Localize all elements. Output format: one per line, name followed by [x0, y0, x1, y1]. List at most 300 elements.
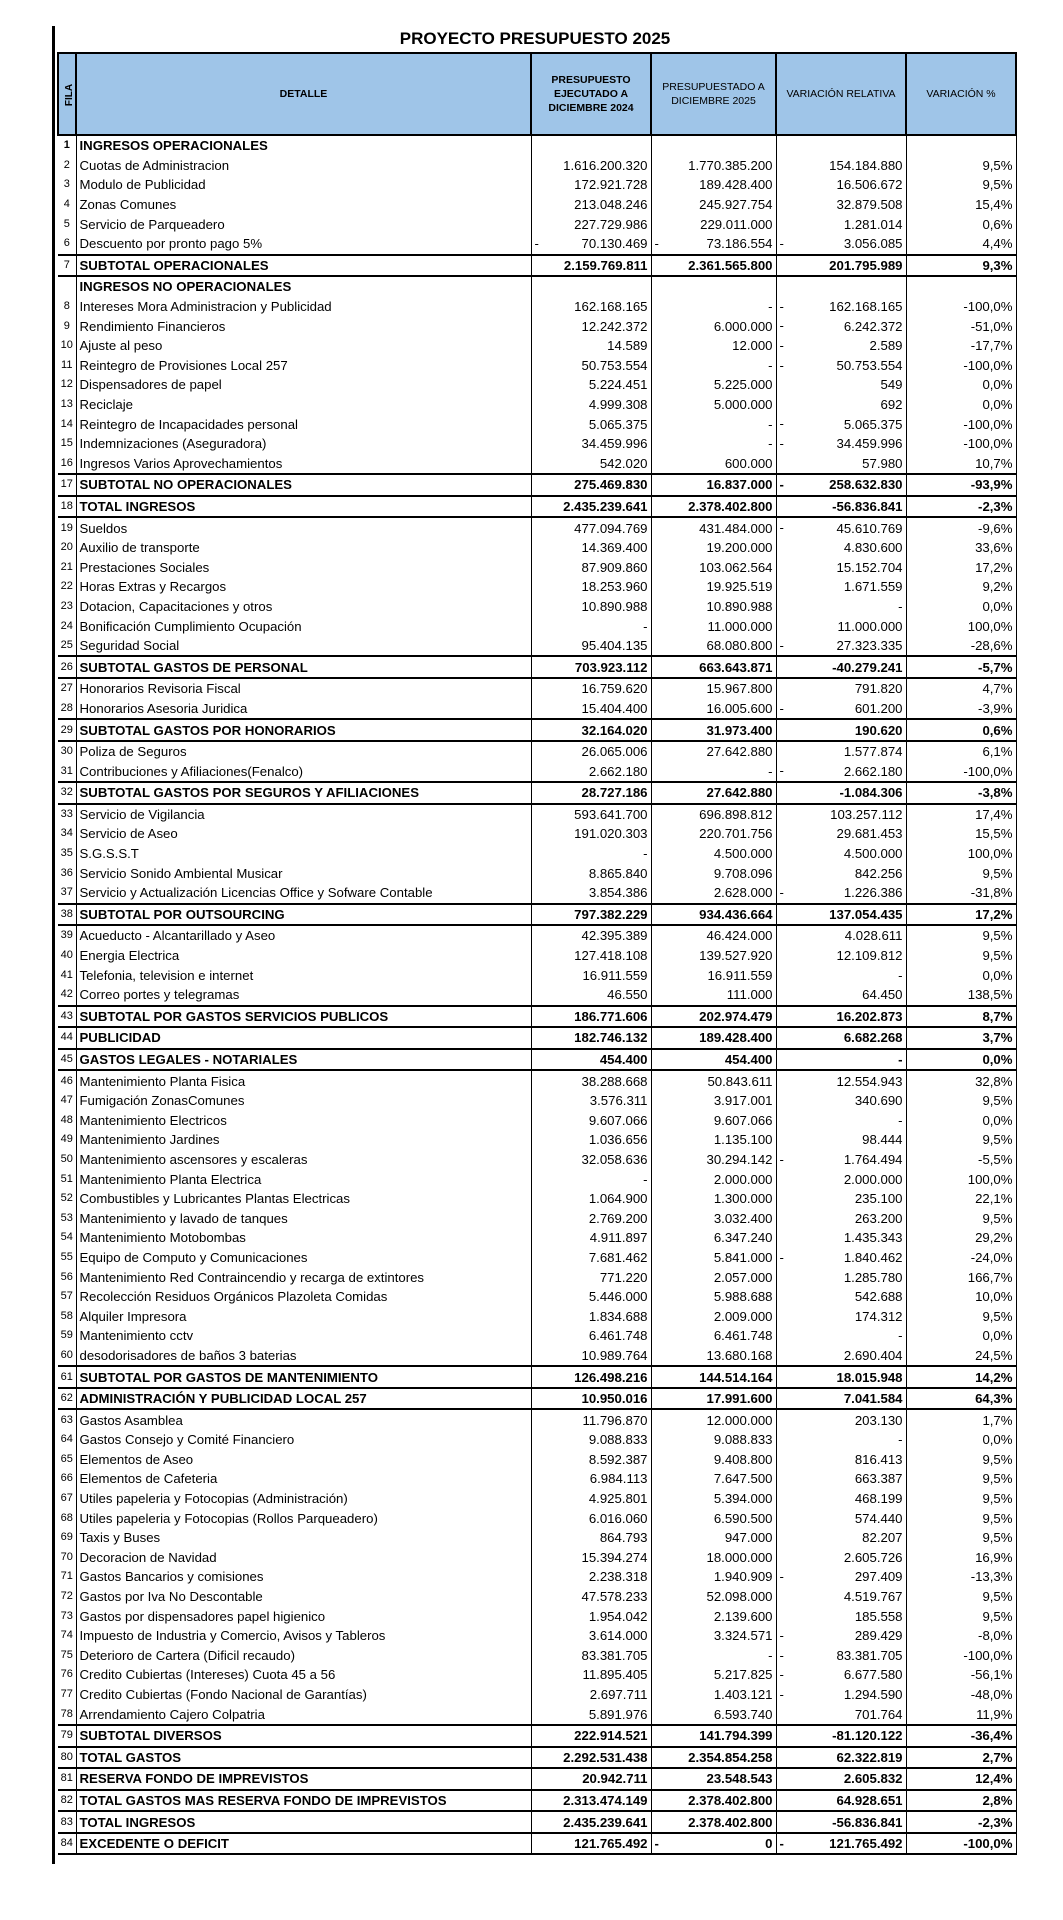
row-variacion-pct [906, 276, 1016, 297]
row-variacion-relativa: 4.519.767 [776, 1587, 906, 1607]
row-detail: Alquiler Impresora [76, 1306, 531, 1326]
row-presupuestado: 30.294.142 [651, 1150, 776, 1170]
row-presupuestado: 139.527.920 [651, 946, 776, 966]
row-ejecutado: 38.288.668 [531, 1070, 651, 1091]
row-ejecutado: 10.989.764 [531, 1346, 651, 1367]
row-presupuestado: 1.770.385.200 [651, 156, 776, 176]
row-number: 22 [58, 577, 76, 597]
table-row [58, 1409, 1016, 1430]
row-variacion-pct: -100,0% [906, 414, 1016, 434]
row-detail: TOTAL GASTOS MAS RESERVA FONDO DE IMPREVISTOS [76, 1790, 531, 1812]
negative-marker: - [779, 1249, 784, 1265]
row-variacion-pct: 9,2% [906, 577, 1016, 597]
row-detail: Seguridad Social [76, 636, 531, 657]
row-number: 33 [58, 804, 76, 825]
row-presupuestado [651, 276, 776, 297]
row-number: 2 [58, 156, 76, 176]
row-detail: Indemnizaciones (Aseguradora) [76, 434, 531, 454]
row-ejecutado: 126.498.216 [531, 1366, 651, 1388]
row-ejecutado: 26.065.006 [531, 741, 651, 762]
row-variacion-pct: 0,0% [906, 395, 1016, 415]
row-presupuestado: 220.701.756 [651, 824, 776, 844]
row-detail: Intereses Mora Administracion y Publicidad [76, 297, 531, 317]
row-variacion-pct: 0,0% [906, 1049, 1016, 1071]
row-variacion-pct: 9,5% [906, 1528, 1016, 1548]
row-number: 72 [58, 1587, 76, 1607]
row-presupuestado: 5.217.825 [651, 1665, 776, 1685]
row-detail: Prestaciones Sociales [76, 557, 531, 577]
row-presupuestado: 50.843.611 [651, 1070, 776, 1091]
row-presupuestado: 3.324.571 [651, 1626, 776, 1646]
row-variacion-pct: 12,4% [906, 1768, 1016, 1790]
row-variacion-pct: 4,7% [906, 678, 1016, 699]
row-number: 67 [58, 1489, 76, 1509]
row-variacion-relativa [776, 699, 906, 720]
row-presupuestado: 111.000 [651, 985, 776, 1006]
row-variacion-pct: -48,0% [906, 1685, 1016, 1705]
row-presupuestado: 6.593.740 [651, 1704, 776, 1725]
row-number: 78 [58, 1704, 76, 1725]
row-presupuestado: 11.000.000 [651, 616, 776, 636]
row-variacion-pct [906, 135, 1016, 156]
row-variacion-relativa: 4.500.000 [776, 844, 906, 864]
row-detail: Impuesto de Industria y Comercio, Avisos y Tableros [76, 1626, 531, 1646]
row-variacion-relativa [776, 883, 906, 904]
row-ejecutado: 83.381.705 [531, 1646, 651, 1666]
row-presupuestado: 10.890.988 [651, 597, 776, 617]
table-row [58, 1833, 1016, 1855]
row-detail: Elementos de Cafeteria [76, 1469, 531, 1489]
row-presupuestado: 454.400 [651, 1049, 776, 1071]
row-number: 77 [58, 1685, 76, 1705]
row-ejecutado: 1.616.200.320 [531, 156, 651, 176]
row-number: 61 [58, 1366, 76, 1388]
row-ejecutado: 11.895.405 [531, 1665, 651, 1685]
row-ejecutado: 1.954.042 [531, 1606, 651, 1626]
row-ejecutado: 6.984.113 [531, 1469, 651, 1489]
row-ejecutado: 162.168.165 [531, 297, 651, 317]
left-border [52, 26, 55, 1864]
table-row [58, 1027, 1016, 1049]
row-presupuestado: 13.680.168 [651, 1346, 776, 1367]
row-detail: ADMINISTRACIÓN Y PUBLICIDAD LOCAL 257 [76, 1388, 531, 1410]
row-detail: Gastos Consejo y Comité Financiero [76, 1430, 531, 1450]
row-variacion-pct: 64,3% [906, 1388, 1016, 1410]
row-variacion-pct: -100,0% [906, 434, 1016, 454]
row-detail: Modulo de Publicidad [76, 175, 531, 195]
negative-marker: - [779, 1627, 784, 1643]
row-presupuestado: 15.967.800 [651, 678, 776, 699]
row-variacion-relativa: 32.879.508 [776, 195, 906, 215]
budget-table [57, 52, 1017, 1855]
table-row [58, 985, 1016, 1006]
row-ejecutado: 16.911.559 [531, 965, 651, 985]
cell-value: 73.186.554 [706, 236, 773, 252]
row-detail: SUBTOTAL GASTOS DE PERSONAL [76, 656, 531, 678]
row-variacion-relativa [776, 316, 906, 336]
row-variacion-relativa: 16.202.873 [776, 1006, 906, 1028]
table-row [58, 1768, 1016, 1790]
row-presupuestado: 2.628.000 [651, 883, 776, 904]
row-detail: Servicio de Vigilancia [76, 804, 531, 825]
row-number: 13 [58, 395, 76, 415]
row-presupuestado: 2.000.000 [651, 1169, 776, 1189]
row-ejecutado: 47.578.233 [531, 1587, 651, 1607]
cell-value: 27.323.335 [836, 638, 903, 654]
row-number: 8 [58, 297, 76, 317]
row-number: 3 [58, 175, 76, 195]
row-number: 34 [58, 824, 76, 844]
row-variacion-pct: 14,2% [906, 1366, 1016, 1388]
row-variacion-relativa: 12.554.943 [776, 1070, 906, 1091]
row-detail: SUBTOTAL OPERACIONALES [76, 255, 531, 277]
row-variacion-relativa: 549 [776, 375, 906, 395]
row-variacion-relativa: 1.577.874 [776, 741, 906, 762]
negative-marker: - [534, 235, 539, 251]
row-presupuestado: 18.000.000 [651, 1548, 776, 1568]
row-variacion-relativa: 62.322.819 [776, 1747, 906, 1769]
row-ejecutado: 2.159.769.811 [531, 255, 651, 277]
row-variacion-relativa: 16.506.672 [776, 175, 906, 195]
cell-value: 162.168.165 [829, 299, 903, 315]
row-number: 70 [58, 1548, 76, 1568]
row-variacion-pct: 3,7% [906, 1027, 1016, 1049]
row-presupuestado: - [651, 356, 776, 376]
row-variacion-relativa: 201.795.989 [776, 255, 906, 277]
row-detail: SUBTOTAL GASTOS POR HONORARIOS [76, 719, 531, 741]
row-number: 15 [58, 434, 76, 454]
row-variacion-relativa: 57.980 [776, 454, 906, 475]
row-detail: S.G.S.S.T [76, 844, 531, 864]
row-detail: Combustibles y Lubricantes Plantas Electricas [76, 1189, 531, 1209]
row-number: 10 [58, 336, 76, 356]
row-variacion-relativa: - [776, 597, 906, 617]
cell-value: 34.459.996 [836, 436, 903, 452]
row-variacion-pct: 11,9% [906, 1704, 1016, 1725]
row-variacion-relativa: 15.152.704 [776, 557, 906, 577]
row-number: 84 [58, 1833, 76, 1855]
table-row [58, 1685, 1016, 1705]
row-presupuestado: 947.000 [651, 1528, 776, 1548]
row-variacion-pct: 9,5% [906, 1130, 1016, 1150]
row-ejecutado: 4.925.801 [531, 1489, 651, 1509]
row-detail: TOTAL GASTOS [76, 1747, 531, 1769]
row-presupuestado: 6.461.748 [651, 1326, 776, 1346]
row-detail: EXCEDENTE O DEFICIT [76, 1833, 531, 1855]
row-detail: Mantenimiento Planta Fisica [76, 1070, 531, 1091]
row-number: 71 [58, 1567, 76, 1587]
row-variacion-pct: 9,5% [906, 1450, 1016, 1470]
row-variacion-relativa [776, 1626, 906, 1646]
negative-marker: - [779, 1835, 784, 1851]
row-variacion-relativa: 203.130 [776, 1409, 906, 1430]
row-variacion-relativa: 2.690.404 [776, 1346, 906, 1367]
row-variacion-pct: 9,5% [906, 1587, 1016, 1607]
row-ejecutado: 1.036.656 [531, 1130, 651, 1150]
row-detail: Fumigación ZonasComunes [76, 1091, 531, 1111]
row-number: 45 [58, 1049, 76, 1071]
row-variacion-relativa: 174.312 [776, 1306, 906, 1326]
row-variacion-relativa: 542.688 [776, 1287, 906, 1307]
row-ejecutado: 95.404.135 [531, 636, 651, 657]
row-number: 62 [58, 1388, 76, 1410]
row-variacion-relativa: 103.257.112 [776, 804, 906, 825]
row-presupuestado: 189.428.400 [651, 175, 776, 195]
row-variacion-relativa [776, 1567, 906, 1587]
row-detail: Correo portes y telegramas [76, 985, 531, 1006]
row-detail: TOTAL INGRESOS [76, 1811, 531, 1833]
row-variacion-relativa [776, 356, 906, 376]
row-ejecutado: 4.911.897 [531, 1228, 651, 1248]
row-ejecutado: 5.891.976 [531, 1704, 651, 1725]
row-presupuestado [651, 135, 776, 156]
row-variacion-relativa [776, 761, 906, 782]
row-ejecutado: 864.793 [531, 1528, 651, 1548]
table-row [58, 454, 1016, 475]
row-presupuestado: 19.200.000 [651, 538, 776, 558]
table-row [58, 1287, 1016, 1307]
row-presupuestado: - [651, 434, 776, 454]
row-detail: Servicio de Parqueadero [76, 214, 531, 234]
row-ejecutado: 87.909.860 [531, 557, 651, 577]
row-presupuestado: 144.514.164 [651, 1366, 776, 1388]
table-row [58, 1430, 1016, 1450]
row-variacion-relativa: - [776, 965, 906, 985]
row-number: 41 [58, 965, 76, 985]
row-variacion-pct: 15,4% [906, 195, 1016, 215]
row-presupuestado [651, 1833, 776, 1855]
row-ejecutado: 1.064.900 [531, 1189, 651, 1209]
row-detail: Mantenimiento cctv [76, 1326, 531, 1346]
row-variacion-pct: -3,9% [906, 699, 1016, 720]
row-detail: SUBTOTAL DIVERSOS [76, 1725, 531, 1747]
row-ejecutado: 127.418.108 [531, 946, 651, 966]
row-number: 30 [58, 741, 76, 762]
row-detail: Deterioro de Cartera (Dificil recaudo) [76, 1646, 531, 1666]
row-variacion-relativa: 4.830.600 [776, 538, 906, 558]
table-row [58, 1346, 1016, 1367]
row-variacion-pct: 166,7% [906, 1267, 1016, 1287]
table-row [58, 336, 1016, 356]
table-row [58, 195, 1016, 215]
row-variacion-relativa: - [776, 1111, 906, 1131]
table-row [58, 844, 1016, 864]
row-number: 73 [58, 1606, 76, 1626]
row-presupuestado: 245.927.754 [651, 195, 776, 215]
row-ejecutado: 32.164.020 [531, 719, 651, 741]
row-variacion-pct: -5,5% [906, 1150, 1016, 1170]
row-presupuestado: 103.062.564 [651, 557, 776, 577]
row-ejecutado: 9.088.833 [531, 1430, 651, 1450]
row-presupuestado [651, 234, 776, 255]
row-variacion-pct: -56,1% [906, 1665, 1016, 1685]
table-row [58, 719, 1016, 741]
table-row [58, 496, 1016, 518]
row-detail: Auxilio de transporte [76, 538, 531, 558]
row-variacion-pct: -100,0% [906, 1646, 1016, 1666]
row-detail: Credito Cubiertas (Intereses) Cuota 45 a 56 [76, 1665, 531, 1685]
row-number: 66 [58, 1469, 76, 1489]
row-variacion-relativa: -56.836.841 [776, 496, 906, 518]
negative-marker: - [779, 337, 784, 353]
row-number: 74 [58, 1626, 76, 1646]
row-variacion-pct: 9,5% [906, 1091, 1016, 1111]
table-row [58, 1606, 1016, 1626]
row-variacion-relativa [776, 636, 906, 657]
row-number: 40 [58, 946, 76, 966]
cell-value: 50.753.554 [836, 357, 903, 373]
row-number: 80 [58, 1747, 76, 1769]
row-number: 64 [58, 1430, 76, 1450]
row-variacion-relativa: 12.109.812 [776, 946, 906, 966]
row-variacion-relativa [776, 276, 906, 297]
row-variacion-pct: 9,5% [906, 175, 1016, 195]
table-row [58, 656, 1016, 678]
row-number: 27 [58, 678, 76, 699]
row-variacion-pct: 9,5% [906, 1489, 1016, 1509]
row-presupuestado: 12.000.000 [651, 1409, 776, 1430]
table-row [58, 434, 1016, 454]
row-number: 7 [58, 255, 76, 277]
table-row [58, 1267, 1016, 1287]
row-variacion-relativa: 816.413 [776, 1450, 906, 1470]
table-row [58, 1790, 1016, 1812]
row-number: 36 [58, 863, 76, 883]
table-row [58, 1130, 1016, 1150]
row-detail: SUBTOTAL POR GASTOS DE MANTENIMIENTO [76, 1366, 531, 1388]
row-detail: Utiles papeleria y Fotocopias (Administración) [76, 1489, 531, 1509]
row-presupuestado: 9.088.833 [651, 1430, 776, 1450]
row-detail: Gastos Bancarios y comisiones [76, 1567, 531, 1587]
row-ejecutado: 542.020 [531, 454, 651, 475]
row-variacion-pct: 9,5% [906, 1508, 1016, 1528]
cell-value: 5.065.375 [843, 416, 903, 432]
row-detail: Honorarios Asesoria Juridica [76, 699, 531, 720]
row-variacion-relativa [776, 336, 906, 356]
row-ejecutado: 6.461.748 [531, 1326, 651, 1346]
row-number: 17 [58, 474, 76, 496]
row-presupuestado: 5.988.688 [651, 1287, 776, 1307]
row-presupuestado: 2.378.402.800 [651, 1790, 776, 1812]
row-ejecutado: 50.753.554 [531, 356, 651, 376]
row-detail: Descuento por pronto pago 5% [76, 234, 531, 255]
row-detail: GASTOS LEGALES - NOTARIALES [76, 1049, 531, 1071]
row-variacion-pct: -100,0% [906, 1833, 1016, 1855]
row-presupuestado: 1.403.121 [651, 1685, 776, 1705]
row-detail: Elementos de Aseo [76, 1450, 531, 1470]
table-row [58, 156, 1016, 176]
negative-marker: - [779, 1569, 784, 1585]
table-row [58, 577, 1016, 597]
row-ejecutado: 15.394.274 [531, 1548, 651, 1568]
row-variacion-relativa [776, 234, 906, 255]
row-ejecutado: 34.459.996 [531, 434, 651, 454]
row-variacion-relativa: 185.558 [776, 1606, 906, 1626]
row-variacion-relativa: 1.285.780 [776, 1267, 906, 1287]
negative-marker: - [779, 477, 784, 493]
row-variacion-pct: 2,8% [906, 1790, 1016, 1812]
row-detail: Gastos por dispensadores papel higienico [76, 1606, 531, 1626]
row-detail: Arrendamiento Cajero Colpatria [76, 1704, 531, 1725]
cell-value: 70.130.469 [581, 236, 648, 252]
cell-value: 1.764.494 [843, 1151, 903, 1167]
row-presupuestado: - [651, 297, 776, 317]
row-variacion-pct: -100,0% [906, 356, 1016, 376]
row-ejecutado: 2.769.200 [531, 1208, 651, 1228]
row-presupuestado: - [651, 761, 776, 782]
row-number: 9 [58, 316, 76, 336]
row-variacion-pct: 15,5% [906, 824, 1016, 844]
row-ejecutado: 46.550 [531, 985, 651, 1006]
table-row [58, 1248, 1016, 1268]
row-detail: Bonificación Cumplimiento Ocupación [76, 616, 531, 636]
row-presupuestado: 6.347.240 [651, 1228, 776, 1248]
row-ejecutado: 3.854.386 [531, 883, 651, 904]
row-detail: RESERVA FONDO DE IMPREVISTOS [76, 1768, 531, 1790]
row-variacion-pct: 0,0% [906, 1111, 1016, 1131]
row-ejecutado: - [531, 844, 651, 864]
table-row [58, 135, 1016, 156]
row-presupuestado: 202.974.479 [651, 1006, 776, 1028]
row-ejecutado: 9.607.066 [531, 1111, 651, 1131]
row-ejecutado: 2.435.239.641 [531, 496, 651, 518]
row-ejecutado: 10.890.988 [531, 597, 651, 617]
row-detail: Dotacion, Capacitaciones y otros [76, 597, 531, 617]
row-variacion-pct: 9,5% [906, 1469, 1016, 1489]
row-number: 31 [58, 761, 76, 782]
row-detail: Gastos Asamblea [76, 1409, 531, 1430]
row-ejecutado: 5.224.451 [531, 375, 651, 395]
row-variacion-relativa [776, 517, 906, 538]
row-variacion-pct: 0,0% [906, 1430, 1016, 1450]
table-row [58, 678, 1016, 699]
row-number: 20 [58, 538, 76, 558]
row-number: 16 [58, 454, 76, 475]
row-ejecutado: 275.469.830 [531, 474, 651, 496]
row-presupuestado: 5.000.000 [651, 395, 776, 415]
row-presupuestado: 1.940.909 [651, 1567, 776, 1587]
table-row [58, 1725, 1016, 1747]
row-variacion-pct: 100,0% [906, 844, 1016, 864]
row-ejecutado: 2.435.239.641 [531, 1811, 651, 1833]
row-ejecutado: 28.727.186 [531, 782, 651, 804]
cell-value: 6.677.580 [843, 1667, 903, 1683]
row-number: 60 [58, 1346, 76, 1367]
row-variacion-relativa: - [776, 1049, 906, 1071]
row-variacion-pct: 0,6% [906, 719, 1016, 741]
row-variacion-relativa: 7.041.584 [776, 1388, 906, 1410]
row-number: 81 [58, 1768, 76, 1790]
table-row [58, 255, 1016, 277]
row-detail: Poliza de Seguros [76, 741, 531, 762]
cell-value: 1.226.386 [843, 885, 903, 901]
row-variacion-relativa: 137.054.435 [776, 904, 906, 926]
row-variacion-pct: -13,3% [906, 1567, 1016, 1587]
row-ejecutado: 15.404.400 [531, 699, 651, 720]
negative-marker: - [779, 1647, 784, 1663]
table-row [58, 824, 1016, 844]
cell-value: 289.429 [854, 1628, 903, 1644]
row-presupuestado: 600.000 [651, 454, 776, 475]
table-row [58, 375, 1016, 395]
cell-value: 1.840.462 [843, 1249, 903, 1265]
row-variacion-relativa [776, 135, 906, 156]
row-detail: Acueducto - Alcantarillado y Aseo [76, 925, 531, 946]
row-number: 46 [58, 1070, 76, 1091]
row-detail: Credito Cubiertas (Fondo Nacional de Garantías) [76, 1685, 531, 1705]
table-row [58, 597, 1016, 617]
row-number: 38 [58, 904, 76, 926]
